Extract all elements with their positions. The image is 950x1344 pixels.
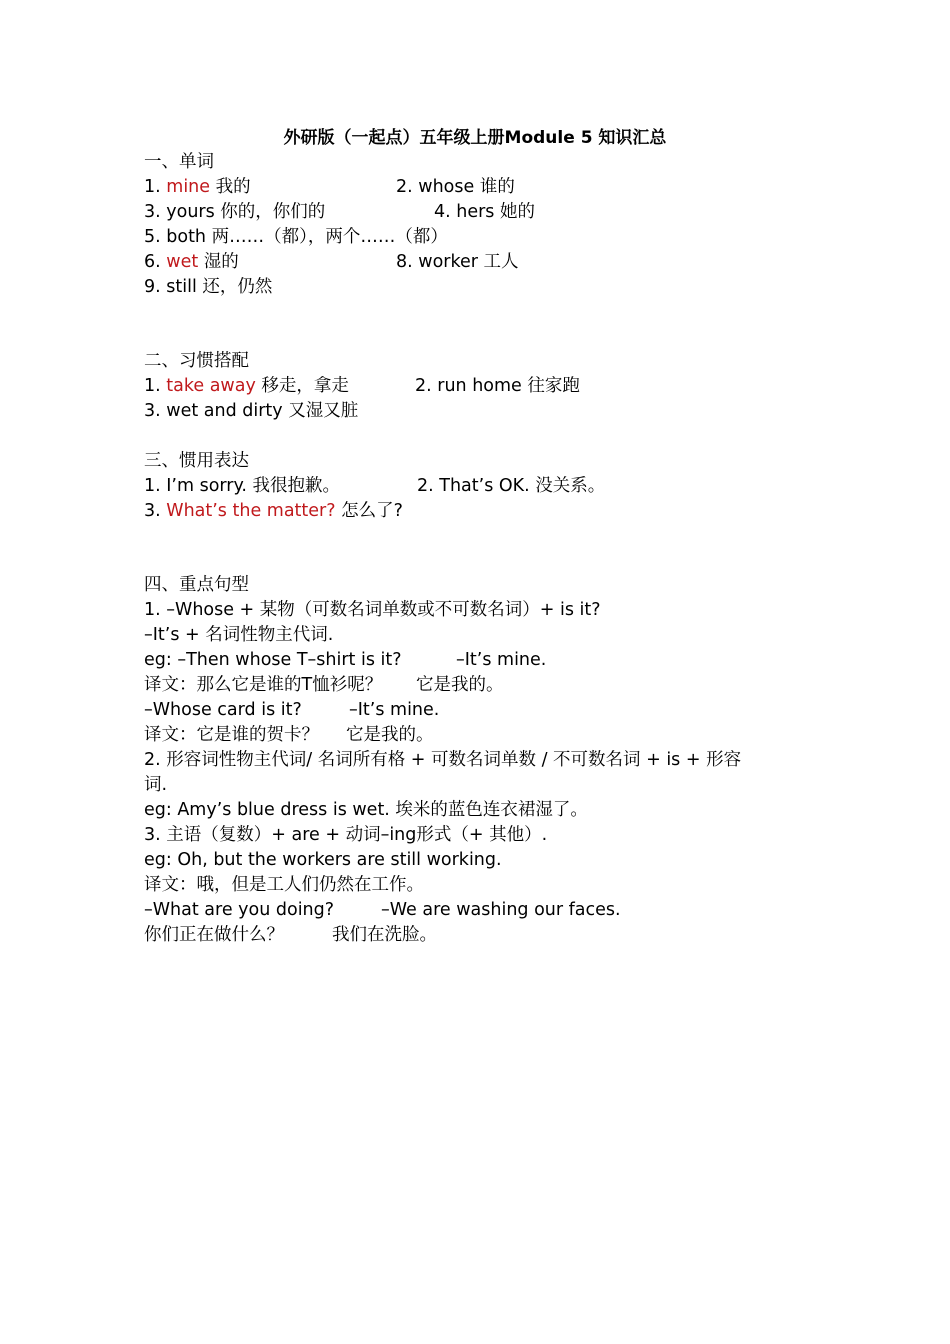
expression-line-2 [144, 499, 403, 523]
example-question: eg: –Then whose T–shirt is it? [144, 650, 402, 670]
example-answer: –We are washing our faces. [381, 900, 621, 920]
highlighted-word: wet [166, 252, 199, 272]
example-line [144, 698, 440, 722]
item-number: 3. [144, 501, 167, 521]
example-line: eg: Oh, but the workers are still working. [144, 850, 502, 870]
sentence-pattern-1-answer: –It’s + 名词性物主代词. [144, 625, 334, 645]
sentence-pattern-1: 1. –Whose + 某物（可数名词单数或不可数名词）+ is it? [144, 600, 601, 620]
expression-item-1: 1. I’m sorry. 我很抱歉。 [144, 476, 340, 496]
translation-line: 译文：哦，但是工人们仍然在工作。 [144, 875, 424, 895]
translation-line [144, 723, 434, 747]
example-question: –Whose card is it? [144, 700, 302, 720]
word-item-8: 8. worker 工人 [396, 252, 519, 272]
translation-question: 译文：它是谁的贺卡？ [144, 725, 319, 745]
word-item-5: 5. both 两……（都），两个……（都） [144, 227, 448, 247]
example-line: eg: Amy’s blue dress is wet. 埃米的蓝色连衣裙湿了。 [144, 800, 588, 820]
highlighted-word: mine [166, 177, 211, 197]
example-question: –What are you doing? [144, 900, 335, 920]
sentence-pattern-3: 3. 主语（复数）+ are + 动词–ing形式（+ 其他）. [144, 825, 548, 845]
word-item-2: 2. whose 谁的 [396, 177, 515, 197]
expression-line-1 [144, 474, 606, 498]
translation-answer: 它是我的。 [346, 725, 434, 745]
translation-question: 你们正在做什么？ [144, 925, 284, 945]
section-heading-words: 一、单词 [144, 152, 214, 172]
translation: 我的 [210, 177, 251, 197]
example-answer: –It’s mine. [349, 700, 440, 720]
translation-answer: 我们在洗脸。 [332, 925, 437, 945]
translation: 湿的 [198, 252, 239, 272]
phrase-line-1 [144, 374, 580, 398]
highlighted-expression: What’s the matter? [166, 501, 336, 521]
example-line [144, 648, 547, 672]
translation-answer: 它是我的。 [416, 675, 504, 695]
item-number: 1. [144, 177, 167, 197]
item-number: 6. [144, 252, 167, 272]
word-line-1 [144, 175, 515, 199]
sentence-pattern-2-cont: 词. [144, 775, 168, 795]
word-item-3: 3. yours 你的，你们的 [144, 202, 326, 222]
section-heading-sentences: 四、重点句型 [144, 575, 249, 595]
section-heading-expressions: 三、惯用表达 [144, 451, 249, 471]
word-line-4 [144, 250, 519, 274]
section-heading-phrases: 二、习惯搭配 [144, 351, 249, 371]
word-line-2 [144, 200, 535, 224]
page-title: 外研版（一起点）五年级上册Module 5 知识汇总 [283, 128, 667, 148]
expression-item-2: 2. That’s OK. 没关系。 [417, 476, 606, 496]
sentence-pattern-2: 2. 形容词性物主代词/ 名词所有格 + 可数名词单数 / 不可数名词 + is + 形容 [144, 750, 742, 770]
phrase-item-3: 3. wet and dirty 又湿又脏 [144, 401, 359, 421]
word-item-4: 4. hers 她的 [434, 202, 535, 222]
translation: 怎么了? [335, 501, 403, 521]
item-number: 1. [144, 376, 167, 396]
example-answer: –It’s mine. [456, 650, 547, 670]
translation-question: 译文：那么它是谁的T恤衫呢？ [144, 675, 383, 695]
word-item-9: 9. still 还，仍然 [144, 277, 273, 297]
translation-line [144, 923, 437, 947]
phrase-item-2: 2. run home 往家跑 [415, 376, 580, 396]
translation: 移走，拿走 [255, 376, 349, 396]
example-line [144, 898, 621, 922]
translation-line [144, 673, 504, 697]
highlighted-phrase: take away [166, 376, 256, 396]
